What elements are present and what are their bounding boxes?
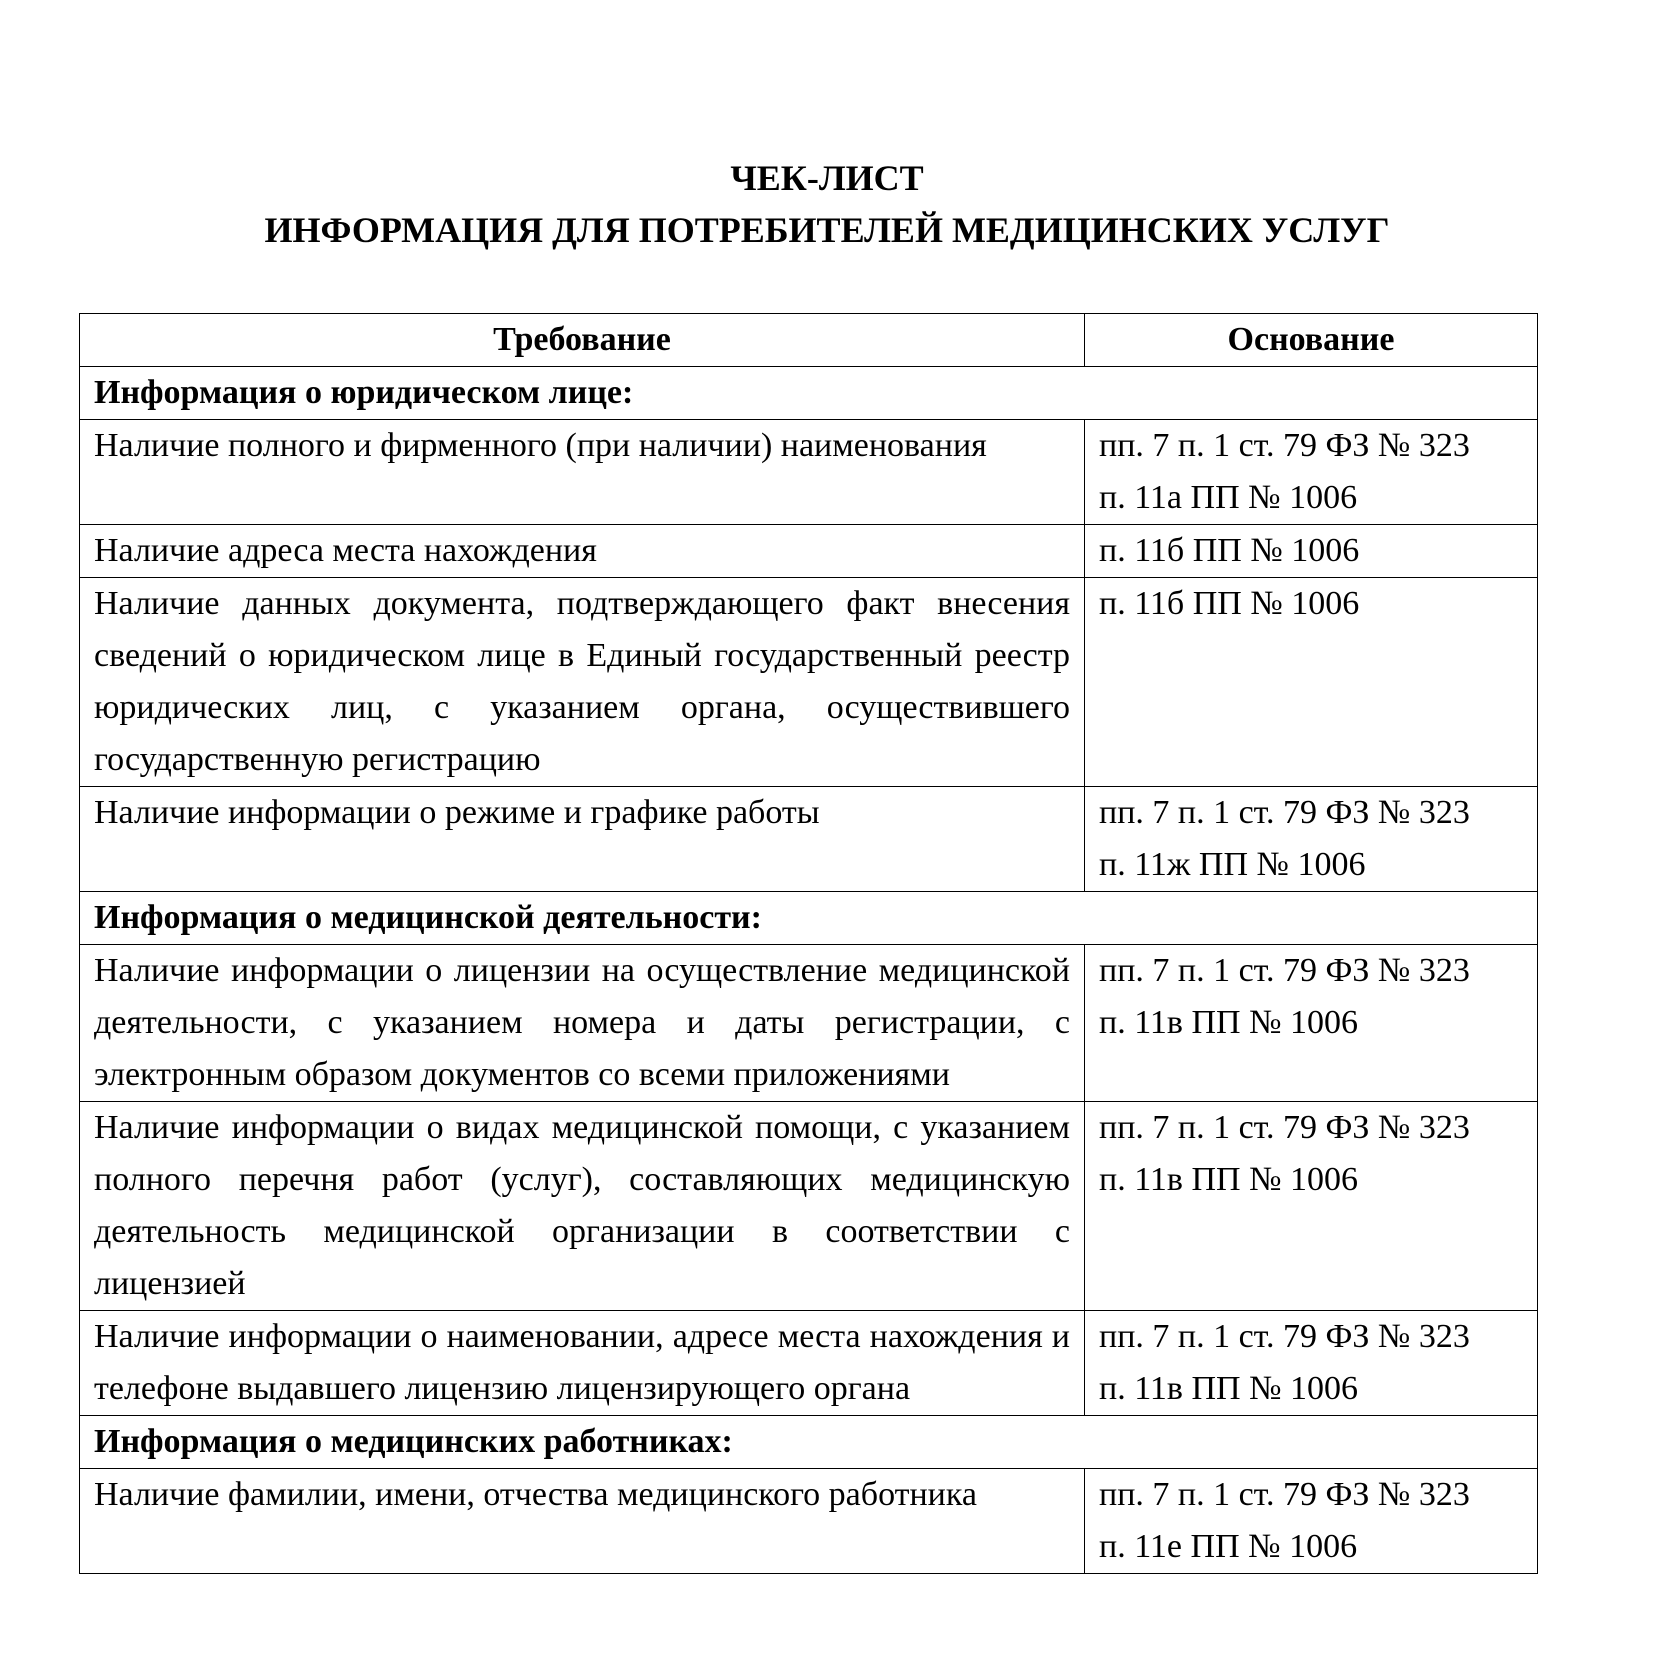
basis-line: п. 11а ПП № 1006 xyxy=(1099,479,1358,516)
section-title-medical-workers: Информация о медицинских работниках: xyxy=(80,1416,1538,1469)
requirement-cell: Наличие информации о наименовании, адресе места нахождения и телефоне выдавшего лицензию лицензирующего органа xyxy=(80,1311,1085,1416)
table-row xyxy=(80,1469,1538,1574)
table-header-row xyxy=(80,314,1538,367)
basis-line: пп. 7 п. 1 ст. 79 ФЗ № 323 xyxy=(1099,1476,1470,1513)
requirement-cell: Наличие полного и фирменного (при наличии) наименования xyxy=(80,420,1085,525)
table-row xyxy=(80,945,1538,1102)
basis-line: п. 11в ПП № 1006 xyxy=(1099,1161,1359,1198)
table-row xyxy=(80,420,1538,525)
table-row xyxy=(80,1102,1538,1311)
basis-line: п. 11в ПП № 1006 xyxy=(1099,1004,1359,1041)
header-basis: Основание xyxy=(1085,314,1538,367)
basis-cell xyxy=(1085,420,1538,525)
requirement-cell: Наличие информации о режиме и графике работы xyxy=(80,787,1085,892)
basis-line: п. 11б ПП № 1006 xyxy=(1099,585,1360,622)
section-title-medical-activity: Информация о медицинской деятельности: xyxy=(80,892,1538,945)
section-row xyxy=(80,1416,1538,1469)
title-line-2: ИНФОРМАЦИЯ ДЛЯ ПОТРЕБИТЕЛЕЙ МЕДИЦИНСКИХ УСЛУГ xyxy=(264,210,1390,250)
basis-cell xyxy=(1085,1469,1538,1574)
basis-line: п. 11е ПП № 1006 xyxy=(1099,1528,1358,1565)
section-row xyxy=(80,367,1538,420)
basis-cell xyxy=(1085,945,1538,1102)
basis-line: пп. 7 п. 1 ст. 79 ФЗ № 323 xyxy=(1099,427,1470,464)
requirement-cell: Наличие данных документа, подтверждающего факт внесения сведений о юридическом лице в Единый государственный реестр юридических лиц, с указанием органа, осуществившего государственную регистрацию xyxy=(80,578,1085,787)
basis-cell xyxy=(1085,787,1538,892)
requirement-cell: Наличие фамилии, имени, отчества медицинского работника xyxy=(80,1469,1085,1574)
header-requirement: Требование xyxy=(80,314,1085,367)
basis-line: пп. 7 п. 1 ст. 79 ФЗ № 323 xyxy=(1099,952,1470,989)
requirement-cell: Наличие информации о видах медицинской помощи, с указанием полного перечня работ (услуг), составляющих медицинскую деятельность медицинской организации в соответствии с лицензией xyxy=(80,1102,1085,1311)
requirement-cell: Наличие информации о лицензии на осуществление медицинской деятельности, с указанием номера и даты регистрации, с электронным образом документов со всеми приложениями xyxy=(80,945,1085,1102)
basis-cell xyxy=(1085,1311,1538,1416)
title-line-1: ЧЕК-ЛИСТ xyxy=(730,158,924,198)
section-row xyxy=(80,892,1538,945)
table-row xyxy=(80,1311,1538,1416)
basis-line: п. 11в ПП № 1006 xyxy=(1099,1370,1359,1407)
basis-cell xyxy=(1085,525,1538,578)
table-row xyxy=(80,787,1538,892)
document-title xyxy=(0,152,1654,256)
basis-line: п. 11б ПП № 1006 xyxy=(1099,532,1360,569)
section-title-legal-entity: Информация о юридическом лице: xyxy=(80,367,1538,420)
basis-line: п. 11ж ПП № 1006 xyxy=(1099,846,1366,883)
checklist-table xyxy=(79,313,1538,1574)
basis-line: пп. 7 п. 1 ст. 79 ФЗ № 323 xyxy=(1099,794,1470,831)
basis-line: пп. 7 п. 1 ст. 79 ФЗ № 323 xyxy=(1099,1109,1470,1146)
table-row xyxy=(80,525,1538,578)
requirement-cell: Наличие адреса места нахождения xyxy=(80,525,1085,578)
basis-cell xyxy=(1085,578,1538,787)
table-row xyxy=(80,578,1538,787)
basis-cell xyxy=(1085,1102,1538,1311)
basis-line: пп. 7 п. 1 ст. 79 ФЗ № 323 xyxy=(1099,1318,1470,1355)
